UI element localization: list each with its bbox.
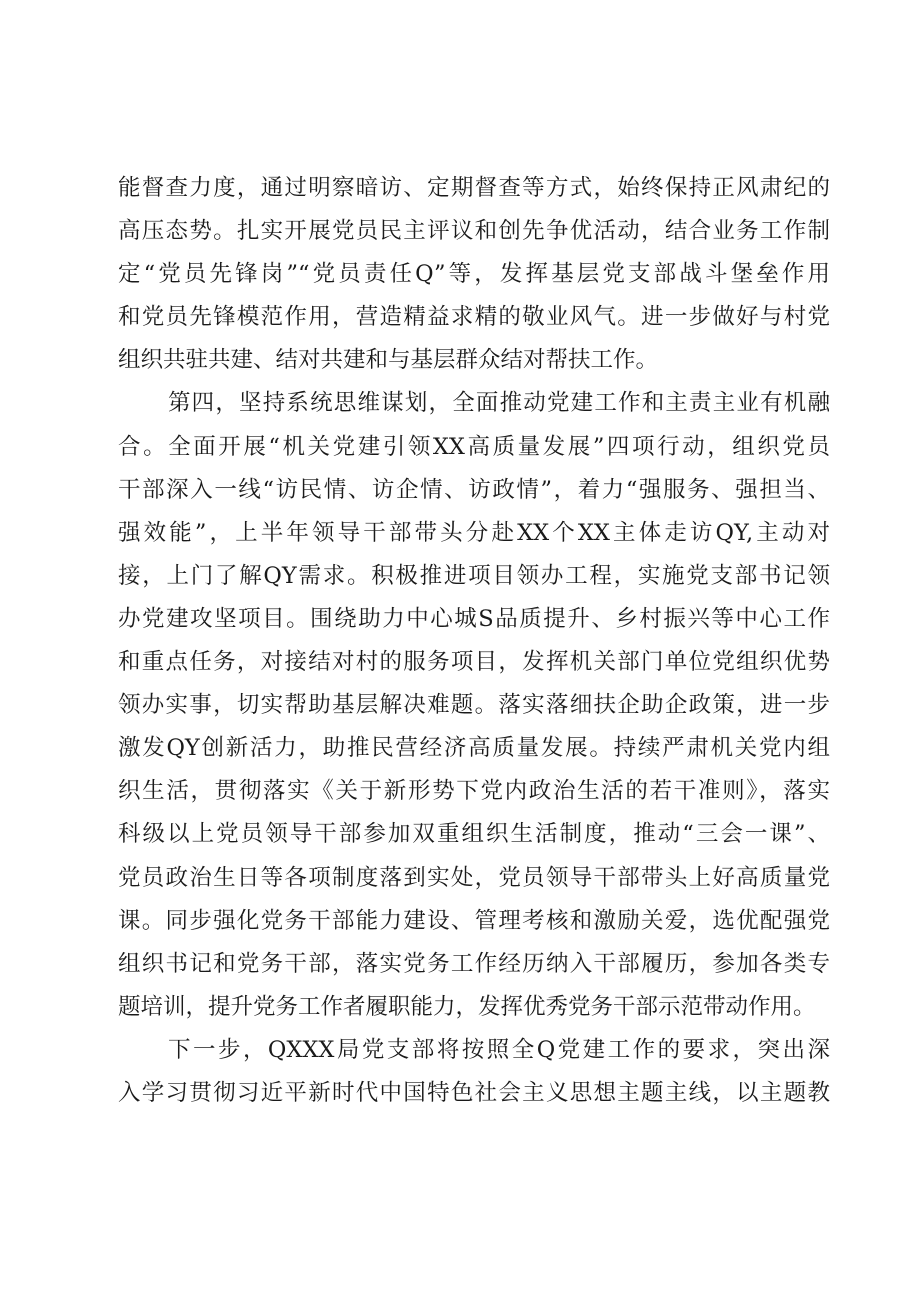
text-line: 合。全面开展“机关党建引领XX高质量发展”四项行动，组织党员 [118,433,830,460]
text-line: 组织共驻共建、结对共建和与基层群众结对帮扶工作。 [118,347,659,374]
text-line: 定“党员先锋岗”“党员责任Q”等，发挥基层党支部战斗堡垒作用 [118,261,830,288]
text-line: 织生活，贯彻落实《关于新形势下党内政治生活的若干准则》，落实 [118,778,830,805]
paragraph-2 [118,382,830,1028]
paragraph-1 [118,167,830,382]
text-line: 能督查力度，通过明察暗访、定期督查等方式，始终保持正风肃纪的 [118,175,830,201]
text-line: 办党建攻坚项目。围绕助力中心城S品质提升、乡村振兴等中心工作 [118,605,830,632]
text-line: 科级以上党员领导干部参加双重组织生活制度，推动“三会一课”、 [118,821,830,848]
text-line: 组织书记和党务干部，落实党务工作经历纳入干部履历，参加各类专 [118,950,830,977]
text-line: 高压态势。扎实开展党员民主评议和创先争优活动，结合业务工作制 [118,218,830,245]
text-line: 强效能”，上半年领导干部带头分赴XX个XX主体走访QY,主动对 [118,519,830,546]
document-body [118,167,830,1115]
text-line: 和党员先锋模范作用，营造精益求精的敬业风气。进一步做好与村党 [118,304,830,331]
text-line: 干部深入一线“访民情、访企情、访政情”，着力“强服务、强担当、 [118,476,830,503]
paragraph-3 [118,1029,830,1115]
text-line: 第四，坚持系统思维谋划，全面推动党建工作和主责主业有机融 [168,390,830,417]
text-line: 入学习贯彻习近平新时代中国特色社会主义思想主题主线，以主题教 [118,1079,830,1106]
text-line: 党员政治生日等各项制度落到实处，党员领导干部带头上好高质量党 [118,864,830,891]
text-line: 激发QY创新活力，助推民营经济高质量发展。持续严肃机关党内组 [118,735,830,762]
text-line: 领办实事，切实帮助基层解决难题。落实落细扶企助企政策，进一步 [118,692,830,719]
text-line: 下一步，QXXX局党支部将按照全Q党建工作的要求，突出深 [168,1036,830,1063]
text-line: 课。同步强化党务干部能力建设、管理考核和激励关爱，选优配强党 [118,907,830,934]
text-line: 题培训，提升党务工作者履职能力，发挥优秀党务干部示范带动作用。 [118,993,816,1020]
text-line: 和重点任务，对接结对村的服务项目，发挥机关部门单位党组织优势 [118,649,830,676]
text-line: 接，上门了解QY需求。积极推进项目领办工程，实施党支部书记领 [118,562,830,589]
